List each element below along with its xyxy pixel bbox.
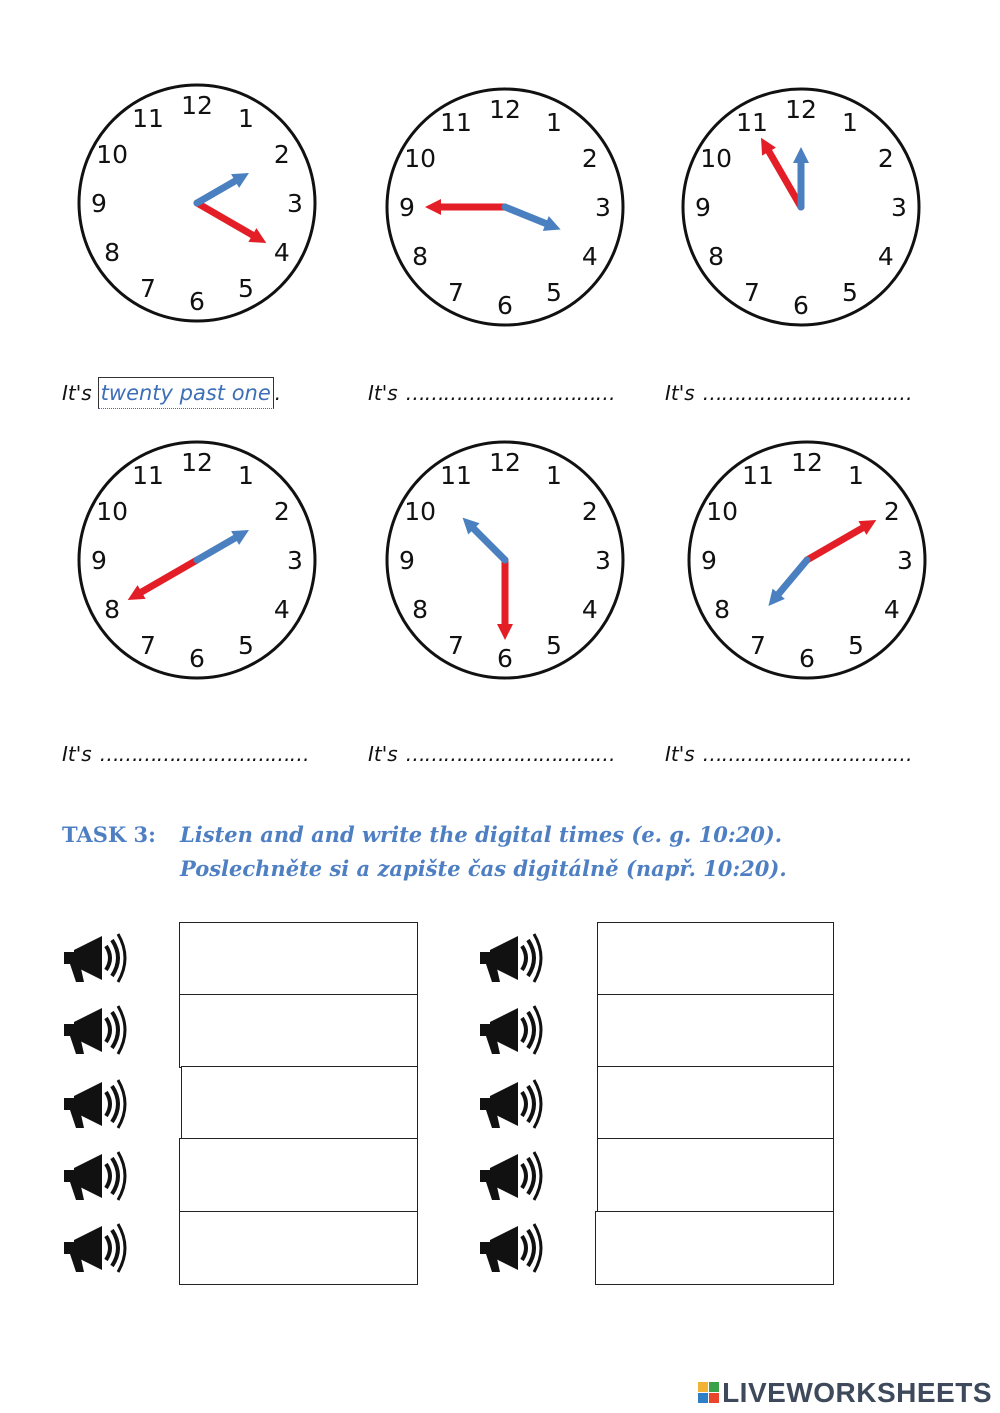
- clock-face: [72, 78, 322, 328]
- task-instruction-en: Listen and and write the digital times (e. g. 10:20).: [180, 822, 783, 847]
- clock-number: 9: [399, 193, 415, 222]
- clock-number: 4: [877, 242, 894, 271]
- clock-number: 6: [189, 287, 205, 316]
- clock-number: 4: [273, 595, 290, 624]
- clock-number: 10: [96, 497, 129, 526]
- clock-number: 7: [140, 630, 156, 660]
- clock-number: 7: [448, 277, 464, 307]
- clock-number: 2: [273, 497, 290, 526]
- clock-number: 5: [546, 630, 562, 660]
- clock-number: 7: [750, 630, 766, 660]
- time-input-box[interactable]: [179, 1138, 418, 1212]
- time-input-box[interactable]: [181, 1066, 418, 1140]
- clock-number: 4: [581, 242, 598, 271]
- clock-3: [676, 82, 926, 332]
- clock-number: 3: [287, 546, 303, 575]
- clock-number: 8: [412, 595, 429, 624]
- answer-line-1: [62, 376, 281, 410]
- clock-number: 12: [181, 448, 213, 477]
- answer-blank-2[interactable]: ……………………………: [405, 381, 615, 405]
- task-instruction-cz: Poslechněte si a zapište čas digitálně (např. 10:20).: [180, 856, 787, 881]
- megaphone-shape: [60, 1000, 128, 1058]
- megaphone-icon[interactable]: [476, 1000, 544, 1058]
- answer-line-3: [665, 376, 912, 410]
- clock-5: [380, 435, 630, 685]
- clock-number: 3: [287, 189, 303, 218]
- clock-number: 5: [842, 277, 858, 307]
- clock-number: 10: [404, 144, 437, 173]
- clock-number: 1: [238, 104, 254, 134]
- clock-number: 8: [104, 595, 121, 624]
- brand: [698, 1377, 992, 1409]
- clock-number: 11: [132, 461, 164, 491]
- time-input-box[interactable]: [597, 1138, 834, 1212]
- clock-number: 4: [273, 238, 290, 267]
- clock-1: [72, 78, 322, 328]
- megaphone-icon[interactable]: [60, 1218, 128, 1276]
- clock-number: 8: [708, 242, 725, 271]
- megaphone-icon[interactable]: [60, 1000, 128, 1058]
- clock-number: 2: [877, 144, 894, 173]
- clock-number: 12: [489, 95, 521, 124]
- time-input-box[interactable]: [597, 922, 834, 996]
- clock-number: 1: [238, 461, 254, 491]
- clock-number: 9: [399, 546, 415, 575]
- clock-number: 9: [91, 189, 107, 218]
- megaphone-icon[interactable]: [476, 928, 544, 986]
- clock-number: 1: [842, 108, 858, 138]
- time-input-box[interactable]: [179, 1211, 418, 1285]
- answer-period: .: [274, 381, 282, 405]
- clock-number: 2: [273, 140, 290, 169]
- clock-number: 3: [891, 193, 907, 222]
- clock-number: 5: [848, 630, 864, 660]
- clock-number: 2: [883, 497, 900, 526]
- answer-line-5: [368, 737, 615, 771]
- clock-number: 6: [497, 291, 513, 320]
- megaphone-icon[interactable]: [60, 1074, 128, 1132]
- answer-line-4: [62, 737, 309, 771]
- clock-number: 3: [897, 546, 913, 575]
- megaphone-shape: [60, 928, 128, 986]
- clock-number: 8: [412, 242, 429, 271]
- answer-line-6: [665, 737, 912, 771]
- megaphone-shape: [476, 1000, 544, 1058]
- megaphone-shape: [476, 1146, 544, 1204]
- megaphone-shape: [476, 928, 544, 986]
- clock-4: [72, 435, 322, 685]
- answer-prefix: It's: [665, 742, 695, 766]
- answer-input-1[interactable]: twenty past one: [98, 377, 274, 409]
- clock-number: 12: [181, 91, 213, 120]
- answer-blank-6[interactable]: ……………………………: [702, 742, 912, 766]
- answer-blank-4[interactable]: ……………………………: [99, 742, 309, 766]
- answer-line-2: [368, 376, 615, 410]
- megaphone-icon[interactable]: [476, 1218, 544, 1276]
- megaphone-icon[interactable]: [476, 1074, 544, 1132]
- clock-number: 5: [238, 630, 254, 660]
- clock-number: 3: [595, 193, 611, 222]
- clock-face: [380, 82, 630, 332]
- clock-number: 12: [489, 448, 521, 477]
- clock-number: 6: [799, 644, 815, 673]
- clock-number: 7: [140, 273, 156, 303]
- clock-number: 9: [91, 546, 107, 575]
- clock-number: 1: [546, 461, 562, 491]
- megaphone-icon[interactable]: [476, 1146, 544, 1204]
- clock-number: 9: [695, 193, 711, 222]
- clock-number: 8: [104, 238, 121, 267]
- time-input-box[interactable]: [595, 1211, 834, 1285]
- clock-face: [682, 435, 932, 685]
- clock-number: 7: [448, 630, 464, 660]
- brand-name: LIVEWORKSHEETS: [722, 1377, 992, 1408]
- clock-number: 11: [742, 461, 774, 491]
- clock-number: 6: [497, 644, 513, 673]
- clock-number: 10: [404, 497, 437, 526]
- clock-number: 11: [736, 108, 768, 138]
- clock-number: 11: [132, 104, 164, 134]
- clock-number: 12: [785, 95, 817, 124]
- clock-number: 6: [189, 644, 205, 673]
- clock-number: 2: [581, 144, 598, 173]
- clock-number: 5: [238, 273, 254, 303]
- clock-number: 3: [595, 546, 611, 575]
- clock-number: 10: [96, 140, 129, 169]
- megaphone-shape: [476, 1218, 544, 1276]
- clock-number: 1: [546, 108, 562, 138]
- clock-number: 10: [700, 144, 733, 173]
- megaphone-shape: [60, 1146, 128, 1204]
- time-input-box[interactable]: [179, 994, 418, 1068]
- megaphone-shape: [60, 1074, 128, 1132]
- clock-number: 8: [714, 595, 731, 624]
- clock-number: 4: [883, 595, 900, 624]
- clock-6: [682, 435, 932, 685]
- clock-number: 12: [791, 448, 823, 477]
- clock-number: 4: [581, 595, 598, 624]
- megaphone-shape: [476, 1074, 544, 1132]
- clock-number: 1: [848, 461, 864, 491]
- clock-number: 2: [581, 497, 598, 526]
- clock-number: 10: [706, 497, 739, 526]
- clock-face: [72, 435, 322, 685]
- time-input-box[interactable]: [179, 922, 418, 996]
- liveworksheets-logo: [698, 1382, 720, 1404]
- answer-prefix: It's: [62, 742, 92, 766]
- answer-blank-5[interactable]: ……………………………: [405, 742, 615, 766]
- task-title: TASK 3:: [62, 822, 156, 847]
- clock-face: [380, 435, 630, 685]
- clock-number: 11: [440, 461, 472, 491]
- megaphone-icon[interactable]: [60, 1146, 128, 1204]
- time-input-box[interactable]: [597, 994, 834, 1068]
- clock-number: 5: [546, 277, 562, 307]
- clock-face: [676, 82, 926, 332]
- time-input-box[interactable]: [597, 1066, 834, 1140]
- clock-2: [380, 82, 630, 332]
- clock-number: 11: [440, 108, 472, 138]
- answer-prefix: It's: [665, 381, 695, 405]
- clock-number: 7: [744, 277, 760, 307]
- megaphone-shape: [60, 1218, 128, 1276]
- clock-number: 9: [701, 546, 717, 575]
- answer-prefix: It's: [62, 381, 92, 405]
- answer-prefix: It's: [368, 742, 398, 766]
- megaphone-icon[interactable]: [60, 928, 128, 986]
- answer-prefix: It's: [368, 381, 398, 405]
- answer-blank-3[interactable]: ……………………………: [702, 381, 912, 405]
- clock-number: 6: [793, 291, 809, 320]
